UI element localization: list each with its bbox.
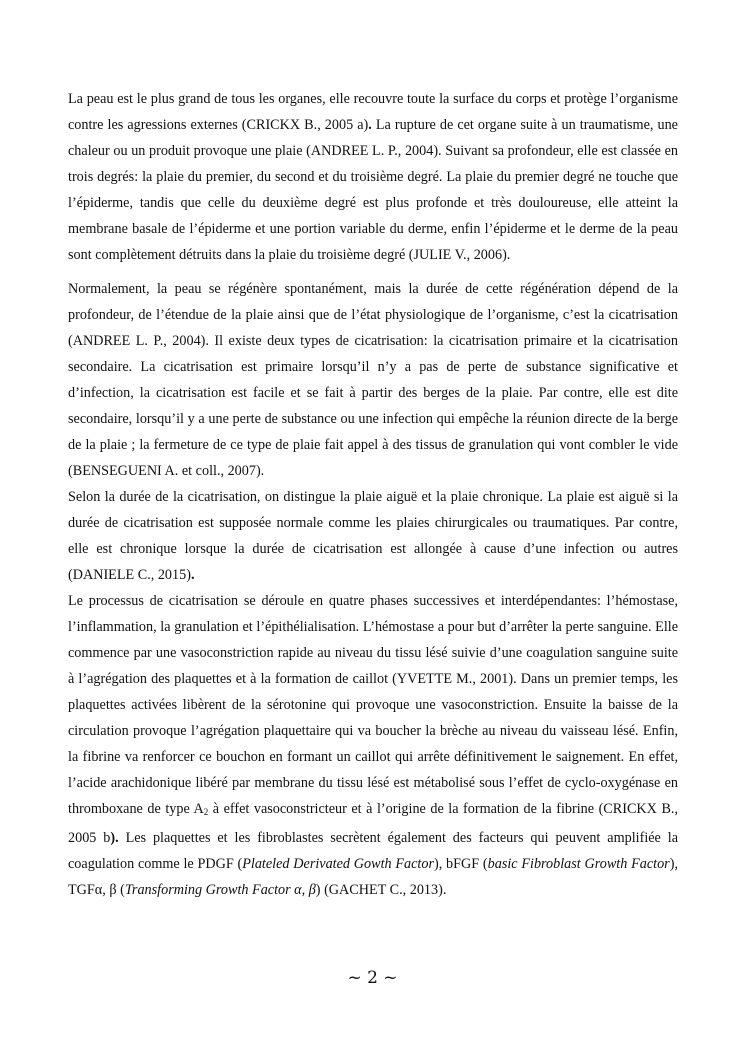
document-page xyxy=(68,86,678,903)
paragraph-4-text-b: à effet vasoconstricteur et à l’origine de la formation de la fibrine (CRICKX B., 2005 b xyxy=(68,801,678,846)
paragraph-4-text-d: Les plaquettes et les fibroblastes secrètent également des facteurs qui peuvent amplifiée la coagulation comme le PDGF ( xyxy=(68,830,678,872)
paragraph-4-italic-pdgf: Plateled Derivated Gowth Factor xyxy=(242,856,434,872)
paragraph-4-text-a: Le processus de cicatrisation se déroule en quatre phases successives et interdépendantes: l’hémostase, l’inflammation, la granulation et l’épithélialisation. L’hémostase a pour but d’arrêter la perte sanguine. Elle commence par une vasoconstriction rapide au niveau du tissu lésé suivie d’une coagulation sanguine suite à l’agrégation des plaquettes et à la formation de caillot (YVETTE M., 2001). Dans un premier temps, les plaquettes activées libèrent de la sérotonine qui provoque une vasoconstriction. Ensuite la baisse de la circulation provoque l’agrégation plaquettaire qui va boucher la brèche au niveau du vaisseau lésé. Enfin, la fibrine va renforcer ce bouchon en formant un caillot qui arrête définitivement le saignement. En effet, l’acide arachidonique libéré par membrane du tissu lésé est métabolisé sous l’effet de cyclo-oxygénase en thromboxane de type A xyxy=(68,593,678,817)
paragraph-4-italic-bfgf: basic Fibroblast Growth Factor xyxy=(487,856,670,872)
paragraph-4-italic-tgf: Transforming Growth Factor α, β xyxy=(124,882,316,898)
paragraph-1-text-c: La rupture de cet organe suite à un traumatisme, une chaleur ou un produit provoque une plaie (ANDREE L. P., 2004). Suivant sa profondeur, elle est classée en trois degrés: la plaie du premier, du second et du troisième degré. La plaie du premier degré ne touche que l’épiderme, tandis que celle du deuxième degré est plus profonde et très douloureuse, elle atteint la membrane basale de l’épiderme et une portion variable du derme, enfin l’épiderme et le derme de la peau sont complètement détruits dans la plaie du troisième degré (JULIE V., 2006). xyxy=(68,117,678,263)
paragraph-cicatrisation-types: Normalement, la peau se régénère spontanément, mais la durée de cette régénération dépend de la profondeur, de l’étendue de la plaie ainsi que de l’état physiologique de l’organisme, c’est la cicatrisation (ANDREE L. P., 2004). Il existe deux types de cicatrisation: la cicatrisation primaire et la cicatrisation secondaire. La cicatrisation est primaire lorsqu’il n’y a pas de perte de substance significative et d’infection, la cicatrisation est facile et se fait à partir des berges de la plaie. Par contre, elle est dite secondaire, lorsqu’il y a une perte de substance ou une infection qui empêche la réunion directe de la berge de la plaie ; la fermeture de ce type de plaie fait appel à des tissus de granulation qui vont combler le vide (BENSEGUENI A. et coll., 2007). xyxy=(68,281,678,479)
paragraph-1-text-a: La peau est le plus grand de tous les organes, elle recouvre toute la surface du corps et protège l’organisme contre les agressions externes (CRICKX B., 2005 a) xyxy=(68,91,678,133)
subscript-2: 2 xyxy=(203,807,209,817)
paragraph-1-bold-dot: . xyxy=(368,117,372,133)
paragraph-healing-process xyxy=(68,588,678,903)
paragraph-acute-chronic xyxy=(68,484,678,588)
paragraph-3-bold-dot: . xyxy=(190,567,195,583)
page-number: ~ 2 ~ xyxy=(347,968,398,988)
paragraph-4-text-h: ), TGFα, β ( xyxy=(68,856,678,898)
paragraph-4-text-j: ) (GACHET C., 2013). xyxy=(315,882,447,898)
paragraph-4-bold-paren: ). xyxy=(110,830,119,846)
paragraph-3-text-a: Selon la durée de la cicatrisation, on distingue la plaie aiguë et la plaie chronique. La plaie est aiguë si la durée de cicatrisation est supposée normale comme les plaies chirurgicales ou traumatiques. Par contre, elle est chronique lorsque la durée de cicatrisation est allongée à cause d’une infection ou autres (DANIELE C., 2015) xyxy=(68,489,678,583)
paragraph-skin-intro xyxy=(68,86,678,268)
paragraph-4-text-f: ), bFGF ( xyxy=(433,856,488,872)
